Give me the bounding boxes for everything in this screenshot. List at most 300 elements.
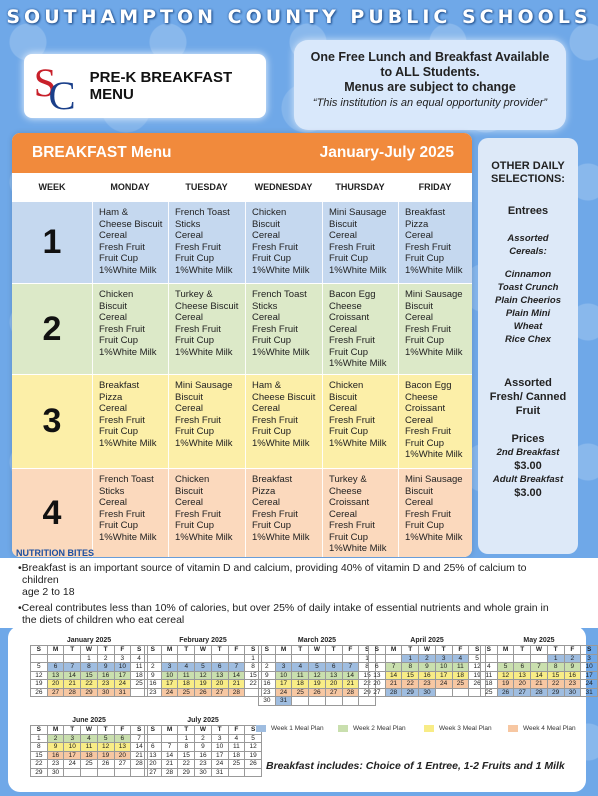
cereal-item: Rice Chex	[505, 334, 551, 345]
menu-item: Fresh Fruit	[329, 335, 375, 346]
calendar-day: 14	[342, 671, 359, 680]
calendar-day: 5	[31, 663, 48, 672]
menu-cell-thursday	[322, 375, 398, 468]
calendar-day: 15	[178, 751, 195, 760]
menu-item: 1%White Milk	[252, 264, 310, 276]
calendar-day: 27	[47, 688, 64, 697]
calendar-day-header: S	[245, 646, 262, 655]
calendar-day: 28	[385, 688, 402, 697]
calendar-day-header: M	[497, 646, 514, 655]
calendar-day-header: W	[419, 646, 436, 655]
calendar-month	[144, 636, 262, 697]
menu-item: Fresh Fruit	[99, 508, 145, 520]
menu-item: Chicken	[252, 207, 287, 218]
calendar-day: 20	[211, 680, 228, 689]
calendar-day	[369, 654, 386, 663]
notice-line-3: Menus are subject to change	[344, 80, 516, 94]
calendar-day-header: F	[564, 646, 581, 655]
calendar-day: 19	[195, 680, 212, 689]
side-prices: Prices	[511, 433, 545, 445]
calendar-day-header: T	[211, 726, 228, 735]
calendar-day: 1	[245, 654, 262, 663]
calendar-day	[481, 654, 498, 663]
menu-item: Mini Sausage	[405, 289, 463, 300]
menu-item: Biscuit	[329, 391, 357, 403]
calendar-month	[144, 716, 262, 777]
menu-item: Fruit Cup	[252, 253, 292, 264]
calendar-day	[31, 654, 48, 663]
calendar-day: 13	[114, 743, 131, 752]
calendar-day: 31	[581, 688, 598, 697]
calendar-day: 22	[81, 680, 98, 689]
calendar-day: 2	[97, 654, 114, 663]
calendar-day-header: S	[581, 646, 598, 655]
menu-item: Biscuit	[329, 218, 357, 230]
calendar-day-header: S	[131, 726, 148, 735]
menu-item: Fruit Cup	[175, 335, 215, 346]
menu-item: 1%White Milk	[175, 531, 233, 543]
notice-line-4: “This institution is an equal opportunity provider”	[312, 97, 548, 109]
calendar-day-header: M	[161, 646, 178, 655]
calendar-day	[309, 697, 326, 706]
calendar-day: 14	[228, 671, 245, 680]
menu-item: Cereal	[405, 312, 433, 323]
calendar-day: 28	[131, 760, 148, 769]
calendar-day: 20	[514, 680, 531, 689]
calendar-day: 6	[369, 663, 386, 672]
calendar-day: 25	[81, 760, 98, 769]
calendar-day-header: T	[64, 646, 81, 655]
calendar-month-title: January 2025	[66, 637, 112, 644]
calendar-day	[161, 734, 178, 743]
calendar-day: 16	[564, 671, 581, 680]
calendar-day: 1	[359, 654, 376, 663]
calendar-day	[47, 654, 64, 663]
menu-item: Ham &	[99, 207, 129, 218]
calendar-day: 1	[81, 654, 98, 663]
menu-item: Fresh Fruit	[252, 414, 298, 426]
side-cereals-label-2: Cereals:	[509, 246, 547, 257]
calendar-day: 27	[211, 688, 228, 697]
calendar-day: 25	[178, 688, 195, 697]
calendar-day: 4	[228, 734, 245, 743]
calendar-day-header: T	[178, 726, 195, 735]
menu-cell-friday	[398, 284, 472, 374]
calendar-day	[359, 697, 376, 706]
calendar-day: 19	[309, 680, 326, 689]
col-monday: MONDAY	[110, 182, 150, 192]
calendar-day: 13	[325, 671, 342, 680]
menu-item: Cereal	[329, 323, 357, 335]
calendar-day: 10	[435, 663, 452, 672]
calendar-day: 14	[531, 671, 548, 680]
calendar-day-header: W	[309, 646, 326, 655]
calendar-day: 22	[402, 680, 419, 689]
menu-item: Turkey &	[175, 289, 213, 300]
calendar-day: 26	[31, 688, 48, 697]
calendar-day-header: M	[275, 646, 292, 655]
menu-item: Fresh Fruit	[175, 414, 221, 426]
menu-item: Bacon Egg	[405, 380, 452, 391]
menu-item: Biscuit	[175, 391, 203, 403]
menu-item: Mini Sausage	[405, 474, 463, 485]
calendar-day: 8	[31, 743, 48, 752]
nutrition-bullet-2-line-1: •Cereal contributes less than 10% of calories, but over 25% of daily intake of essential nutrients and whole grain in	[18, 602, 549, 614]
calendar-day	[385, 654, 402, 663]
legend-swatch	[508, 725, 518, 732]
menu-item: Fresh Fruit	[99, 241, 145, 253]
calendar-day	[435, 688, 452, 697]
menu-item: Fruit Cup	[99, 426, 139, 437]
calendar-month	[30, 636, 148, 697]
calendar-day-header: S	[259, 646, 276, 655]
calendar-day: 3	[435, 654, 452, 663]
calendar-day: 13	[514, 671, 531, 680]
calendar-day-header: M	[47, 726, 64, 735]
calendar-day: 12	[97, 743, 114, 752]
calendar-day: 26	[195, 688, 212, 697]
menu-item: Fresh Fruit	[252, 323, 298, 335]
menu-cell-friday	[398, 469, 472, 557]
menu-item: 1%White Milk	[99, 531, 157, 543]
calendar-day: 23	[419, 680, 436, 689]
calendar-day	[259, 654, 276, 663]
calendar-day	[228, 768, 245, 777]
calendar-day-header: W	[81, 726, 98, 735]
calendar-day-header: F	[228, 726, 245, 735]
calendar-day: 3	[161, 663, 178, 672]
calendar-day: 21	[342, 680, 359, 689]
menu-item: Fruit Cup	[252, 520, 292, 531]
calendar-day: 10	[64, 743, 81, 752]
calendar-day	[114, 768, 131, 777]
calendar-day: 22	[31, 760, 48, 769]
menu-item: 1%White Milk	[405, 449, 463, 460]
calendar-day-header: M	[385, 646, 402, 655]
calendar-day: 7	[161, 743, 178, 752]
legend-label: Week 4 Meal Plan	[523, 725, 576, 732]
menu-cell-wednesday	[245, 469, 322, 557]
calendar-day: 8	[245, 663, 262, 672]
calendar-month	[30, 716, 148, 777]
menu-cell-friday	[398, 202, 472, 283]
cereal-item: Plain Mini	[505, 308, 551, 319]
calendar-day: 30	[419, 688, 436, 697]
calendar-day-header: F	[114, 646, 131, 655]
menu-cell-tuesday	[168, 202, 245, 283]
calendar-day-header: W	[195, 646, 212, 655]
column-headers	[12, 173, 472, 201]
col-wednesday: WEDNESDAY	[254, 182, 313, 192]
calendar-day: 30	[195, 768, 212, 777]
menu-item: Cereal	[252, 312, 280, 323]
calendar-day: 9	[145, 671, 162, 680]
side-cereals-label-1: Assorted	[507, 233, 549, 244]
calendar-day	[64, 654, 81, 663]
calendar-day: 3	[114, 654, 131, 663]
calendar-day: 10	[211, 743, 228, 752]
calendar-day: 8	[178, 743, 195, 752]
calendar-day	[531, 654, 548, 663]
calendar-day: 22	[245, 680, 262, 689]
calendar-day: 14	[64, 671, 81, 680]
menu-cell-monday	[92, 202, 168, 283]
col-thursday: THURSDAY	[335, 182, 385, 192]
menu-item: Fresh Fruit	[405, 426, 451, 437]
calendar-day: 28	[531, 688, 548, 697]
week-rows	[12, 201, 472, 557]
calendar-day: 7	[385, 663, 402, 672]
menu-cell-monday	[92, 375, 168, 468]
menu-item: French Toast	[99, 474, 154, 485]
calendar-day: 17	[114, 671, 131, 680]
menu-item: Biscuit	[99, 300, 127, 312]
calendar-day: 14	[131, 743, 148, 752]
calendar-day: 10	[161, 671, 178, 680]
calendar-day	[161, 654, 178, 663]
calendar-day: 19	[97, 751, 114, 760]
calendar-day: 21	[64, 680, 81, 689]
breakfast-menu-card	[12, 133, 472, 557]
calendar-day: 23	[47, 760, 64, 769]
menu-item: 1%White Milk	[252, 437, 310, 449]
calendar-day: 17	[161, 680, 178, 689]
menu-cell-tuesday	[168, 284, 245, 374]
calendar-day: 11	[81, 743, 98, 752]
menu-item: 1%White Milk	[175, 264, 233, 276]
calendar-month	[368, 636, 486, 697]
calendar-day: 3	[211, 734, 228, 743]
menu-item: Chicken	[329, 380, 364, 391]
calendar-day	[325, 697, 342, 706]
calendar-day: 30	[97, 688, 114, 697]
calendar-day: 7	[531, 663, 548, 672]
calendar-day-header: T	[402, 646, 419, 655]
menu-item: Mini Sausage	[175, 380, 233, 391]
calendar-day-header: W	[531, 646, 548, 655]
menu-item: Sticks	[99, 485, 125, 497]
calendar-day: 19	[245, 751, 262, 760]
calendar-day: 9	[419, 663, 436, 672]
menu-item: Sticks	[252, 300, 278, 312]
calendar-day: 2	[47, 734, 64, 743]
calendar-day: 21	[161, 760, 178, 769]
calendar-day: 26	[469, 680, 486, 689]
calendar-day: 1	[547, 654, 564, 663]
calendar-day: 15	[359, 671, 376, 680]
calendar-day: 15	[547, 671, 564, 680]
calendar-day: 17	[581, 671, 598, 680]
calendar-day: 8	[547, 663, 564, 672]
menu-item: Cereal	[329, 403, 357, 414]
calendar-day: 26	[497, 688, 514, 697]
calendar-day: 12	[309, 671, 326, 680]
calendar-day: 6	[325, 663, 342, 672]
calendar-day: 9	[259, 671, 276, 680]
menu-item: Chicken	[99, 289, 134, 300]
menu-item: Fresh Fruit	[99, 323, 145, 335]
logo-letter-s: S	[33, 60, 57, 106]
calendar-day: 4	[452, 654, 469, 663]
calendar-month-title: July 2025	[187, 717, 219, 724]
menu-item: Fresh Fruit	[405, 508, 451, 520]
menu-cell-wednesday	[245, 375, 322, 468]
calendar-day: 9	[97, 663, 114, 672]
calendar-day: 24	[275, 688, 292, 697]
calendar-month-title: April 2025	[410, 637, 444, 644]
calendar-day	[81, 768, 98, 777]
menu-item: Cereal	[99, 312, 127, 323]
calendar-day: 19	[469, 671, 486, 680]
calendar-day: 10	[114, 663, 131, 672]
menu-cell-tuesday	[168, 469, 245, 557]
calendar-month-title: March 2025	[297, 637, 337, 644]
legend-item	[338, 725, 406, 732]
calendar-day	[514, 654, 531, 663]
side-adult-price: $3.00	[514, 487, 542, 499]
calendar-day	[275, 654, 292, 663]
menu-item: Cereal	[252, 230, 280, 241]
menu-item: 1%White Milk	[252, 346, 310, 358]
calendar-day	[342, 697, 359, 706]
calendar-day: 31	[275, 697, 292, 706]
menu-item: French Toast	[175, 207, 230, 218]
calendar-day: 2	[564, 654, 581, 663]
menu-item: Cereal	[405, 497, 433, 508]
calendar-day-header: T	[64, 726, 81, 735]
calendar-day: 12	[497, 671, 514, 680]
calendar-day: 28	[161, 768, 178, 777]
calendar-day: 9	[47, 743, 64, 752]
calendar-month-title: June 2025	[72, 717, 106, 724]
calendar-day-header: S	[131, 646, 148, 655]
calendar-day: 3	[64, 734, 81, 743]
cereal-item: Toast Crunch	[497, 282, 559, 293]
calendar-day: 28	[64, 688, 81, 697]
side-second-label: 2nd Breakfast	[496, 447, 560, 458]
menu-item: Turkey &	[329, 474, 367, 485]
calendar-day: 10	[581, 663, 598, 672]
calendar-day: 6	[211, 663, 228, 672]
nutrition-title: NUTRITION BITES	[16, 548, 94, 558]
calendar-day: 17	[435, 671, 452, 680]
calendar-day: 5	[469, 654, 486, 663]
calendar-day: 30	[47, 768, 64, 777]
calendar-day: 10	[275, 671, 292, 680]
side-adult-label: Adult Breakfast	[492, 474, 564, 485]
calendar-day	[195, 654, 212, 663]
calendar-day: 11	[452, 663, 469, 672]
week-number: 2	[42, 309, 62, 348]
menu-item: Pizza	[99, 391, 123, 403]
menu-item: Fresh Fruit	[252, 508, 298, 520]
calendar-day	[228, 654, 245, 663]
calendar-day: 4	[481, 663, 498, 672]
calendar-day-header: M	[47, 646, 64, 655]
menu-title: PRE-K BREAKFAST MENU	[89, 69, 233, 103]
calendar-day: 27	[325, 688, 342, 697]
menu-item: Cereal	[405, 230, 433, 241]
other-selections-panel	[478, 138, 578, 554]
calendar-day-header: T	[211, 646, 228, 655]
side-heading-1: OTHER DAILY	[491, 160, 565, 172]
calendar-day-header: F	[342, 646, 359, 655]
calendar-day: 16	[419, 671, 436, 680]
menu-item: Pizza	[405, 218, 429, 230]
calendar-day: 4	[292, 663, 309, 672]
calendar-day: 22	[547, 680, 564, 689]
menu-item: Cereal	[175, 403, 203, 414]
calendar-day: 5	[245, 734, 262, 743]
menu-item: Mini Sausage	[329, 207, 387, 218]
menu-cell-thursday	[322, 202, 398, 283]
calendar-day: 2	[259, 663, 276, 672]
notice-line-2: to ALL Students.	[380, 65, 480, 79]
menu-item: Fruit Cup	[252, 335, 292, 346]
menu-item: Cereal	[175, 497, 203, 508]
calendar-day: 24	[64, 760, 81, 769]
menu-item: Fruit Cup	[99, 520, 139, 531]
week-row-1	[12, 201, 472, 283]
week-number: 4	[42, 494, 62, 532]
menu-item: 1%White Milk	[329, 264, 387, 276]
calendar-day-header: F	[452, 646, 469, 655]
calendar-day: 8	[359, 663, 376, 672]
calendar-day: 9	[564, 663, 581, 672]
calendar-day-header: T	[97, 646, 114, 655]
menu-item: 1%White Milk	[99, 264, 157, 276]
menu-header	[12, 133, 472, 173]
calendar-day-header: F	[114, 726, 131, 735]
menu-item: Cheese Biscuit	[99, 218, 163, 230]
legend-label: Week 3 Meal Plan	[439, 725, 492, 732]
menu-item: Biscuit	[405, 300, 433, 312]
calendar-day: 11	[481, 671, 498, 680]
menu-item: Croissant	[405, 403, 446, 414]
menu-item: Cereal	[252, 497, 280, 508]
notice-box	[294, 40, 566, 130]
menu-item: Biscuit	[405, 485, 433, 497]
menu-item: Fruit Cup	[175, 426, 215, 437]
menu-item: Fresh Fruit	[405, 323, 451, 335]
calendar-day: 4	[131, 654, 148, 663]
menu-item: Fresh Fruit	[329, 520, 375, 531]
calendar-day: 2	[419, 654, 436, 663]
side-heading-2: SELECTIONS:	[491, 173, 565, 185]
calendar-day: 15	[245, 671, 262, 680]
calendar-day-header: W	[81, 646, 98, 655]
calendar-day: 20	[145, 760, 162, 769]
calendar-day: 23	[564, 680, 581, 689]
menu-item: Breakfast	[99, 380, 140, 391]
menu-item: Cereal	[329, 230, 357, 241]
calendar-day: 9	[195, 743, 212, 752]
calendar-day: 3	[275, 663, 292, 672]
menu-item: Fruit Cup	[175, 520, 215, 531]
calendar-day	[145, 654, 162, 663]
calendar-day	[178, 654, 195, 663]
calendar-day	[309, 654, 326, 663]
calendar-day: 30	[564, 688, 581, 697]
calendar-day: 6	[114, 734, 131, 743]
nutrition-bullet-1-line-3: age 2 to 18	[22, 586, 75, 598]
calendar-day	[292, 697, 309, 706]
calendar-day: 21	[131, 751, 148, 760]
cereal-item: Cinnamon	[504, 269, 552, 280]
calendar-day: 13	[145, 751, 162, 760]
menu-item: Fresh Fruit	[99, 414, 145, 426]
menu-item: Cereal	[329, 508, 357, 520]
